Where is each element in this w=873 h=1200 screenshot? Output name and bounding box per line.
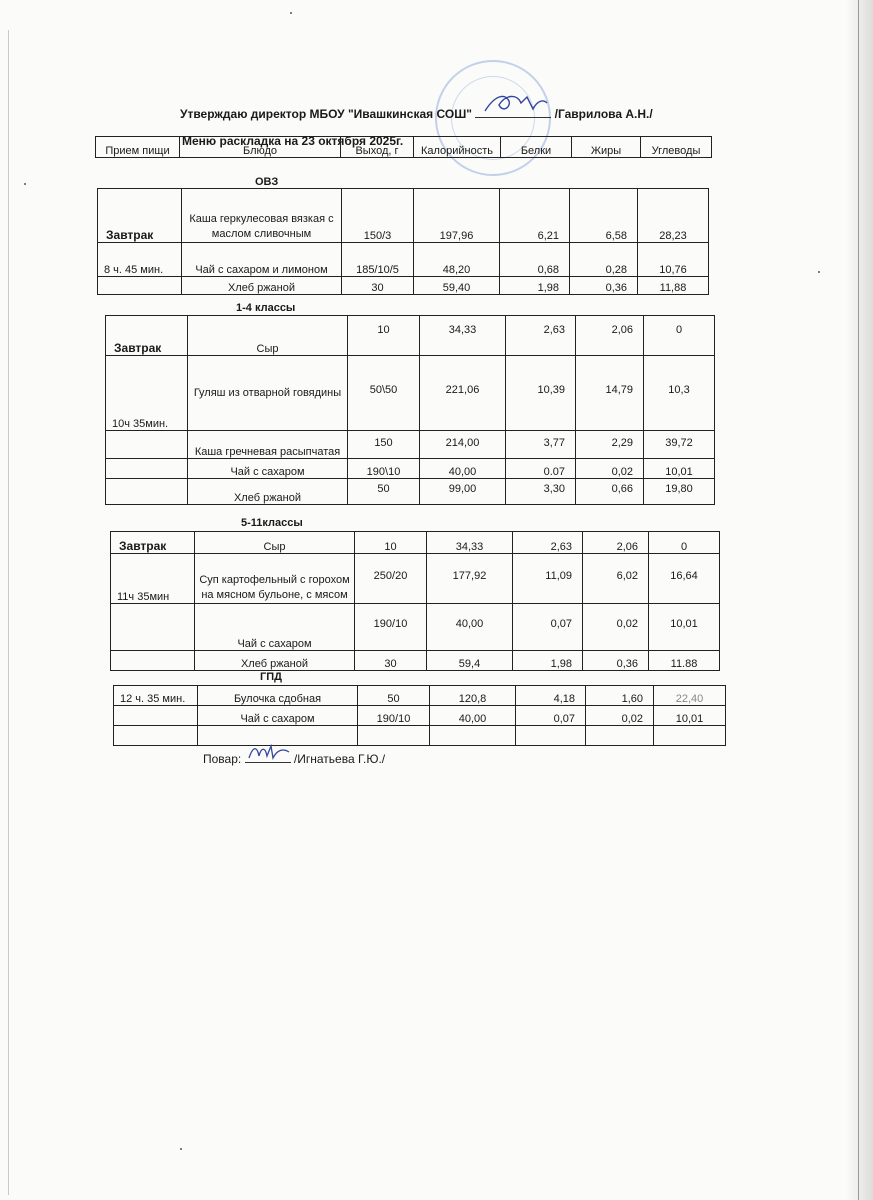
dish-protein: 10,39 <box>506 356 576 431</box>
table-row <box>106 479 715 505</box>
table-row <box>106 431 715 459</box>
table-row <box>98 189 709 243</box>
empty-cell <box>516 726 586 746</box>
table-row <box>98 243 709 277</box>
scan-speck <box>180 1148 182 1150</box>
dish-fat: 2,06 <box>583 532 649 554</box>
table-row <box>114 686 726 706</box>
column-header-table <box>95 136 712 158</box>
dish-name: Суп картофельный с горохом на мясном бульоне, с мясом <box>195 554 355 604</box>
dish-fat: 0,02 <box>583 604 649 651</box>
dish-yield: 190/10 <box>358 706 430 726</box>
dish-name: Булочка сдобная <box>198 686 358 706</box>
dish-yield: 50\50 <box>348 356 420 431</box>
column-header-row <box>96 137 712 158</box>
approval-line <box>180 105 653 121</box>
dish-protein: 2,63 <box>513 532 583 554</box>
dish-carbs: 11,88 <box>638 277 709 295</box>
empty-cell <box>106 431 188 459</box>
dish-protein: 3,77 <box>506 431 576 459</box>
table-row <box>111 554 720 604</box>
dish-yield: 190/10 <box>355 604 427 651</box>
col-header-protein: Белки <box>501 137 572 158</box>
empty-cell <box>106 459 188 479</box>
dish-fat: 2,29 <box>576 431 644 459</box>
dish-kcal: 197,96 <box>414 189 500 243</box>
dish-name: Чай с сахаром <box>188 459 348 479</box>
dish-protein: 2,63 <box>506 316 576 356</box>
dish-name: Чай с сахаром и лимоном <box>182 243 342 277</box>
dish-fat: 6,02 <box>583 554 649 604</box>
dish-fat: 2,06 <box>576 316 644 356</box>
section-label-grades-1-4: 1-4 классы <box>236 302 296 314</box>
meal-label: Завтрак <box>98 189 182 243</box>
scan-edge-line <box>858 0 859 1200</box>
dish-yield: 150/3 <box>342 189 414 243</box>
empty-cell <box>358 726 430 746</box>
scan-speck <box>24 183 26 185</box>
dish-kcal: 40,00 <box>430 706 516 726</box>
dish-fat: 0,36 <box>570 277 638 295</box>
section-label-grades-5-11: 5-11классы <box>241 517 303 529</box>
director-name: /Гаврилова А.Н./ <box>554 107 653 121</box>
cook-signature <box>245 750 291 763</box>
dish-protein: 1,98 <box>513 651 583 671</box>
dish-carbs: 22,40 <box>654 686 726 706</box>
dish-yield: 185/10/5 <box>342 243 414 277</box>
empty-cell <box>111 604 195 651</box>
dish-carbs: 11.88 <box>649 651 720 671</box>
dish-name: Хлеб ржаной <box>195 651 355 671</box>
dish-name: Сыр <box>188 316 348 356</box>
dish-carbs: 10,01 <box>649 604 720 651</box>
dish-name: Чай с сахаром <box>195 604 355 651</box>
dish-fat: 0,36 <box>583 651 649 671</box>
dish-yield: 30 <box>342 277 414 295</box>
table-row <box>106 316 715 356</box>
dish-kcal: 177,92 <box>427 554 513 604</box>
col-header-carbs: Углеводы <box>641 137 712 158</box>
dish-yield: 30 <box>355 651 427 671</box>
dish-kcal: 99,00 <box>420 479 506 505</box>
cook-signature-line <box>203 750 385 766</box>
dish-name: Хлеб ржаной <box>182 277 342 295</box>
col-header-kcal: Калорийность <box>414 137 501 158</box>
dish-yield: 190\10 <box>348 459 420 479</box>
dish-kcal: 59,40 <box>414 277 500 295</box>
dish-protein: 0.07 <box>506 459 576 479</box>
table-row <box>106 459 715 479</box>
dish-yield: 50 <box>348 479 420 505</box>
dish-carbs: 10,3 <box>644 356 715 431</box>
dish-kcal: 214,00 <box>420 431 506 459</box>
dish-name: Хлеб ржаной <box>188 479 348 505</box>
empty-cell <box>114 706 198 726</box>
dish-name: Каша геркулесовая вязкая с маслом сливочным <box>182 189 342 243</box>
dish-fat: 0,28 <box>570 243 638 277</box>
col-header-fat: Жиры <box>572 137 641 158</box>
dish-yield: 10 <box>355 532 427 554</box>
dish-kcal: 221,06 <box>420 356 506 431</box>
dish-protein: 4,18 <box>516 686 586 706</box>
dish-name: Чай с сахаром <box>198 706 358 726</box>
meal-label: Завтрак <box>111 532 195 554</box>
dish-protein: 1,98 <box>500 277 570 295</box>
empty-cell <box>430 726 516 746</box>
dish-protein: 11,09 <box>513 554 583 604</box>
dish-kcal: 59,4 <box>427 651 513 671</box>
dish-carbs: 28,23 <box>638 189 709 243</box>
dish-fat: 0,02 <box>586 706 654 726</box>
table-row <box>111 651 720 671</box>
meal-time: 8 ч. 45 мин. <box>98 243 182 277</box>
dish-kcal: 34,33 <box>420 316 506 356</box>
dish-fat: 0,02 <box>576 459 644 479</box>
dish-name: Сыр <box>195 532 355 554</box>
dish-yield: 50 <box>358 686 430 706</box>
dish-protein: 0,68 <box>500 243 570 277</box>
empty-cell <box>106 479 188 505</box>
table-row <box>114 706 726 726</box>
meal-time: 10ч 35мин. <box>106 356 188 431</box>
table-gpd <box>113 685 726 746</box>
director-signature <box>475 105 551 118</box>
menu-title: Меню раскладка на 23 октября 2025г. <box>182 134 404 148</box>
dish-name: Гуляш из отварной говядины <box>188 356 348 431</box>
dish-fat: 14,79 <box>576 356 644 431</box>
dish-protein: 3,30 <box>506 479 576 505</box>
dish-carbs: 0 <box>644 316 715 356</box>
dish-yield: 150 <box>348 431 420 459</box>
dish-fat: 1,60 <box>586 686 654 706</box>
table-ovz <box>97 188 709 295</box>
dish-kcal: 40,00 <box>420 459 506 479</box>
meal-time: 12 ч. 35 мин. <box>114 686 198 706</box>
table-row <box>98 277 709 295</box>
dish-name: Каша гречневая расыпчатая <box>188 431 348 459</box>
section-label-gpd: ГПД <box>260 671 282 683</box>
dish-kcal: 48,20 <box>414 243 500 277</box>
scan-speck <box>290 12 292 14</box>
dish-carbs: 39,72 <box>644 431 715 459</box>
dish-kcal: 120,8 <box>430 686 516 706</box>
dish-protein: 0,07 <box>516 706 586 726</box>
cook-name: /Игнатьева Г.Ю./ <box>293 752 386 766</box>
dish-carbs: 0 <box>649 532 720 554</box>
scan-shadow <box>845 0 873 1200</box>
table-row <box>114 726 726 746</box>
approval-text: Утверждаю директор МБОУ "Ивашкинская СОШ" <box>180 107 472 121</box>
empty-cell <box>654 726 726 746</box>
dish-protein: 0,07 <box>513 604 583 651</box>
dish-fat: 6,58 <box>570 189 638 243</box>
meal-label: Завтрак <box>106 316 188 356</box>
meal-time: 11ч 35мин <box>111 554 195 604</box>
dish-yield: 250/20 <box>355 554 427 604</box>
empty-cell <box>114 726 198 746</box>
col-header-yield: Выход, г <box>341 137 414 158</box>
empty-cell <box>586 726 654 746</box>
col-header-meal: Прием пищи <box>96 137 180 158</box>
dish-kcal: 34,33 <box>427 532 513 554</box>
table-row <box>111 532 720 554</box>
dish-protein: 6,21 <box>500 189 570 243</box>
table-row <box>106 356 715 431</box>
table-grades-5-11 <box>110 531 720 671</box>
dish-carbs: 10,76 <box>638 243 709 277</box>
table-grades-1-4 <box>105 315 715 505</box>
dish-carbs: 10,01 <box>654 706 726 726</box>
dish-carbs: 19,80 <box>644 479 715 505</box>
dish-kcal: 40,00 <box>427 604 513 651</box>
table-row <box>111 604 720 651</box>
scan-speck <box>818 271 820 273</box>
empty-cell <box>111 651 195 671</box>
cook-label: Повар: <box>203 752 242 766</box>
section-label-ovz: ОВЗ <box>255 176 279 188</box>
dish-carbs: 10,01 <box>644 459 715 479</box>
dish-fat: 0,66 <box>576 479 644 505</box>
empty-cell <box>98 277 182 295</box>
page-edge-line <box>8 30 9 1195</box>
col-header-dish: Блюдо <box>180 137 341 158</box>
dish-carbs: 16,64 <box>649 554 720 604</box>
dish-yield: 10 <box>348 316 420 356</box>
